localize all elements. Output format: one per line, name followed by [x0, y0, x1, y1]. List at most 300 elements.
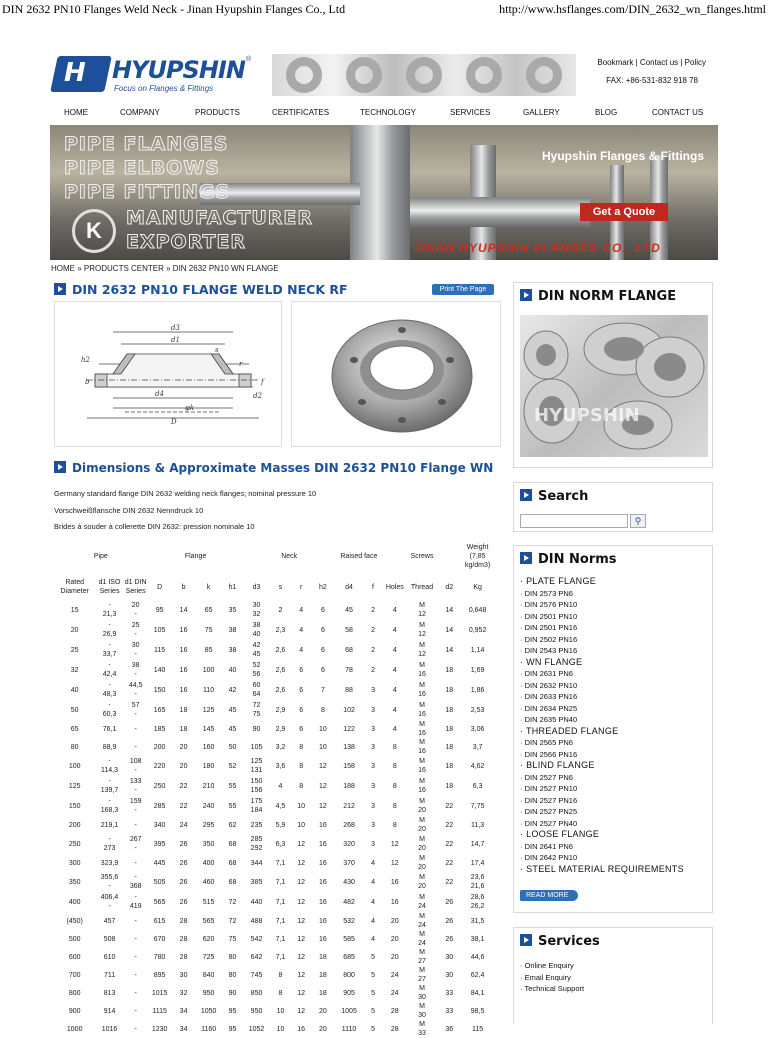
- norm-label: DIN 2565 PN6: [524, 738, 573, 747]
- table-row: [54, 620, 494, 640]
- search-panel: [513, 482, 713, 532]
- table-cell: 950: [250, 1007, 263, 1015]
- table-cell: - 48,3: [102, 682, 117, 698]
- norm-category[interactable]: [520, 864, 684, 876]
- table-sub-header: Kg: [473, 583, 482, 591]
- norm-link[interactable]: [520, 818, 684, 830]
- table-cell: 180: [202, 762, 215, 770]
- table-cell: 219,1: [100, 821, 119, 829]
- table-row: [54, 872, 494, 892]
- table-cell: 685: [343, 953, 355, 961]
- norm-link[interactable]: [520, 703, 684, 715]
- table-cell: 18: [445, 743, 454, 751]
- table-cell: 355,6 -: [100, 874, 119, 890]
- norm-link[interactable]: [520, 841, 684, 853]
- norm-link[interactable]: [520, 611, 684, 623]
- table-cell: 44,5 -: [128, 682, 143, 698]
- table-cell: 18: [319, 971, 327, 979]
- service-bullet: ·: [520, 984, 525, 993]
- table-cell: 2,53: [470, 706, 485, 714]
- table-cell: 28: [179, 953, 188, 961]
- service-link[interactable]: [520, 960, 584, 972]
- description-german: Vorschweißflansche DIN 2632 Nenndruck 10: [54, 506, 204, 515]
- table-cell: 72: [228, 917, 237, 925]
- norm-link[interactable]: [520, 622, 684, 634]
- norm-link[interactable]: [520, 634, 684, 646]
- nav-certificates[interactable]: CERTIFICATES: [272, 108, 330, 117]
- flange-technical-drawing: [54, 301, 282, 447]
- arrow-square-icon: [520, 552, 532, 564]
- table-cell: 8: [278, 971, 283, 979]
- norm-category[interactable]: [520, 576, 684, 588]
- breadcrumb[interactable]: HOME » PRODUCTS CENTER » DIN 2632 PN10 WN FLANGE: [51, 264, 279, 273]
- norm-link[interactable]: [520, 806, 684, 818]
- table-cell: 1115: [152, 1007, 167, 1015]
- table-cell: 22: [445, 859, 454, 867]
- table-cell: 125 131: [250, 758, 263, 774]
- table-cell: 4: [371, 859, 375, 867]
- norm-label: DIN 2502 PN16: [524, 634, 578, 644]
- table-cell: 24: [390, 971, 399, 979]
- table-cell: 62,4: [470, 971, 485, 979]
- nav-gallery[interactable]: GALLERY: [523, 108, 560, 117]
- table-cell: 145: [202, 725, 215, 733]
- table-row: [54, 796, 494, 816]
- table-cell: 3: [371, 840, 375, 848]
- table-cell: 12: [297, 917, 306, 925]
- table-cell: 25 -: [131, 622, 140, 638]
- table-cell: 800: [68, 989, 81, 997]
- table-cell: -: [134, 917, 137, 925]
- table-cell: 20: [319, 1025, 327, 1033]
- table-cell: 33: [445, 989, 454, 997]
- norm-bullet: ·: [520, 829, 527, 839]
- table-cell: -: [134, 743, 137, 751]
- table-cell: 7,1: [275, 953, 286, 961]
- table-cell: 90: [228, 989, 237, 997]
- norm-link[interactable]: [520, 599, 684, 611]
- table-cell: M 16: [418, 721, 426, 737]
- table-cell: 515: [202, 898, 215, 906]
- drawing-label: f: [261, 378, 264, 386]
- norm-bullet: ·: [520, 760, 527, 770]
- table-cell: 7,1: [275, 935, 286, 943]
- table-cell: 320: [343, 840, 355, 848]
- table-cell: 6: [320, 666, 325, 674]
- arrow-square-icon: [520, 289, 532, 301]
- table-cell: 600: [68, 953, 81, 961]
- table-cell: 88: [345, 686, 353, 694]
- table-cell: 22: [445, 802, 454, 810]
- norm-label: BLIND FLANGE: [526, 760, 595, 770]
- din-norms-list: [520, 576, 684, 875]
- table-cell: 34: [179, 1025, 188, 1033]
- banner-line: PIPE ELBOWS: [64, 157, 220, 179]
- norm-bullet: ·: [520, 784, 525, 793]
- table-cell: M 24: [418, 913, 426, 929]
- norm-category[interactable]: [520, 726, 684, 738]
- table-cell: 350: [202, 840, 215, 848]
- table-cell: 50: [228, 743, 237, 751]
- table-cell: 8: [320, 706, 325, 714]
- table-cell: 88,9: [102, 743, 117, 751]
- table-cell: 26: [445, 917, 454, 925]
- table-cell: 16: [319, 935, 327, 943]
- table-sub-header: s: [278, 583, 283, 591]
- table-row: [54, 892, 494, 912]
- norm-bullet: ·: [520, 669, 525, 678]
- table-cell: 28: [390, 1025, 399, 1033]
- table-cell: 20: [179, 762, 188, 770]
- table-cell: 210: [202, 782, 215, 790]
- table-cell: 2: [278, 606, 283, 614]
- table-cell: 24: [390, 989, 399, 997]
- nav-contact-us[interactable]: CONTACT US: [652, 108, 704, 117]
- main-nav: [50, 106, 718, 122]
- norm-link[interactable]: [520, 714, 684, 726]
- nav-company[interactable]: COMPANY: [120, 108, 160, 117]
- table-cell: 20: [179, 743, 188, 751]
- nav-blog[interactable]: BLOG: [595, 108, 618, 117]
- norm-category[interactable]: [520, 657, 684, 669]
- table-cell: 11,3: [471, 821, 485, 829]
- norm-bullet: ·: [520, 841, 525, 851]
- table-cell: 1005: [341, 1007, 357, 1015]
- table-cell: 5,9: [275, 821, 286, 829]
- table-cell: 40: [228, 666, 237, 674]
- table-cell: M 30: [418, 1003, 426, 1019]
- table-cell: 800: [343, 971, 355, 979]
- table-cell: 6: [299, 725, 304, 733]
- norm-bullet: ·: [520, 600, 525, 609]
- table-sub-header-row: [54, 574, 494, 600]
- table-cell: 18: [445, 725, 454, 733]
- table-cell: 4: [371, 935, 375, 943]
- table-cell: 240: [202, 802, 215, 810]
- table-cell: - 114,3: [101, 758, 119, 774]
- table-cell: M 27: [418, 967, 426, 983]
- table-cell: 133 -: [129, 778, 142, 794]
- table-cell: 5: [371, 953, 375, 961]
- table-cell: 20 -: [131, 602, 140, 618]
- table-cell: 7,1: [275, 917, 286, 925]
- nav-home[interactable]: HOME: [64, 108, 88, 117]
- norm-label: DIN 2527 PN6: [524, 772, 573, 782]
- table-cell: 35: [228, 606, 237, 614]
- service-link[interactable]: [520, 983, 584, 995]
- table-cell: M 20: [418, 836, 426, 852]
- norm-link[interactable]: [520, 749, 684, 761]
- table-cell: 80: [70, 743, 79, 751]
- print-page-title: DIN 2632 PN10 Flanges Weld Neck - Jinan Hyupshin Flanges Co., Ltd: [2, 2, 346, 16]
- norm-label: DIN 2501 PN16: [524, 623, 578, 632]
- table-cell: 488: [250, 917, 263, 925]
- table-cell: 20: [70, 626, 79, 634]
- norm-label: WN FLANGE: [526, 656, 583, 667]
- din-norm-flange-panel: [513, 282, 713, 468]
- flange-product-photo: [291, 301, 501, 447]
- nav-services[interactable]: SERVICES: [450, 108, 491, 117]
- table-cell: 31,5: [470, 917, 485, 925]
- table-cell: -: [134, 971, 137, 979]
- table-cell: 212: [343, 802, 355, 810]
- table-cell: 344: [250, 859, 263, 867]
- table-cell: 2,6: [275, 686, 286, 694]
- table-cell: -: [134, 859, 137, 867]
- table-cell: 670: [153, 935, 166, 943]
- table-cell: 62: [228, 821, 237, 829]
- nav-technology[interactable]: TECHNOLOGY: [360, 108, 417, 117]
- banner-line: MANUFACTURER: [126, 207, 314, 229]
- table-cell: 76,1: [102, 725, 117, 733]
- table-cell: 2: [371, 626, 375, 634]
- norm-bullet: ·: [520, 634, 525, 644]
- search-icon: ⚲: [634, 516, 642, 526]
- table-cell: 711: [103, 971, 116, 979]
- norm-link[interactable]: [520, 852, 684, 864]
- table-cell: 34: [179, 1007, 188, 1015]
- get-a-quote-button[interactable]: Get a Quote: [580, 203, 668, 221]
- table-sub-header: Rated Diameter: [60, 579, 89, 595]
- table-cell: 3,06: [470, 725, 485, 733]
- table-cell: 8: [392, 743, 397, 751]
- table-cell: 508: [103, 935, 116, 943]
- table-cell: 20: [390, 917, 399, 925]
- table-cell: 6,3: [472, 782, 483, 790]
- norm-link[interactable]: [520, 645, 684, 657]
- service-link[interactable]: [520, 972, 584, 984]
- banner-company-name: JINAN HYUPSHIN FLANGES CO., LTD: [414, 241, 661, 255]
- table-cell: 745: [250, 971, 263, 979]
- table-cell: 460: [202, 878, 215, 886]
- table-cell: 3,2: [275, 743, 286, 751]
- norm-link[interactable]: [520, 668, 684, 680]
- table-cell: 4: [371, 917, 375, 925]
- norm-bullet: ·: [520, 692, 525, 701]
- norm-category[interactable]: [520, 760, 684, 772]
- norm-link[interactable]: [520, 737, 684, 749]
- table-cell: 10: [297, 821, 306, 829]
- table-cell: - 139,7: [100, 778, 119, 794]
- table-cell: -: [134, 1025, 137, 1033]
- table-cell: 16: [319, 917, 327, 925]
- norm-category[interactable]: [520, 829, 684, 841]
- table-cell: 4,62: [470, 762, 485, 770]
- table-cell: 895: [153, 971, 166, 979]
- table-row: [54, 816, 494, 834]
- nav-products[interactable]: PRODUCTS: [195, 108, 240, 117]
- norm-label: DIN 2632 PN10: [524, 680, 578, 690]
- table-group-header: Pipe: [93, 552, 108, 560]
- page-title: [54, 282, 348, 297]
- table-sub-header: d3: [252, 583, 261, 591]
- table-cell: 80: [228, 971, 237, 979]
- table-group-header: Flange: [184, 552, 207, 560]
- top-links[interactable]: Bookmark | Contact us | Policy: [597, 58, 706, 67]
- print-header: [0, 0, 768, 18]
- table-cell: 2,6: [275, 666, 286, 674]
- table-cell: 6: [299, 706, 304, 714]
- table-cell: 12: [297, 989, 306, 997]
- table-cell: M 12: [418, 602, 426, 618]
- table-cell: 26: [445, 935, 454, 943]
- table-cell: 700: [68, 971, 81, 979]
- table-cell: 10: [276, 1007, 285, 1015]
- table-cell: 2,9: [275, 706, 286, 714]
- table-cell: - 42,4: [102, 662, 117, 678]
- table-cell: 68: [228, 878, 237, 886]
- table-cell: 95: [155, 606, 164, 614]
- table-cell: 7,1: [275, 859, 286, 867]
- table-cell: 16: [179, 666, 188, 674]
- norm-bullet: ·: [520, 576, 527, 586]
- table-cell: 7: [320, 686, 325, 694]
- table-sub-header: d2: [445, 583, 454, 591]
- table-group-header-row: [54, 538, 494, 574]
- table-cell: 1050: [200, 1007, 217, 1015]
- print-page-url: http://www.hsflanges.com/DIN_2632_wn_flanges.html: [499, 2, 766, 16]
- norm-bullet: ·: [520, 863, 527, 874]
- table-cell: 585: [343, 935, 355, 943]
- table-cell: 14: [179, 606, 188, 614]
- table-cell: 7,1: [275, 878, 286, 886]
- table-sub-header: D: [157, 583, 163, 591]
- table-cell: 12: [319, 802, 327, 810]
- norm-label: DIN 2543 PN16: [524, 646, 578, 655]
- table-cell: 780: [153, 953, 166, 961]
- table-cell: 4: [371, 898, 375, 906]
- table-cell: 125: [202, 706, 215, 714]
- table-cell: M 33: [418, 1021, 426, 1037]
- table-cell: M 16: [418, 662, 426, 678]
- table-cell: 4: [299, 626, 304, 634]
- table-row: [54, 984, 494, 1002]
- table-cell: 18: [179, 706, 188, 714]
- table-cell: 850: [250, 989, 263, 997]
- table-cell: 100: [68, 762, 81, 770]
- table-cell: 30 32: [252, 602, 261, 618]
- norm-link[interactable]: [520, 588, 684, 600]
- norm-label: DIN 2634 PN25: [524, 703, 578, 713]
- company-logo[interactable]: [54, 54, 254, 96]
- table-cell: M 20: [418, 874, 426, 890]
- table-cell: 55: [228, 802, 237, 810]
- table-row: [54, 700, 494, 720]
- table-sub-header: d4: [345, 583, 353, 591]
- table-cell: 188: [343, 782, 355, 790]
- table-cell: 125: [68, 782, 81, 790]
- table-row: [54, 738, 494, 756]
- service-bullet: ·: [520, 972, 525, 982]
- table-cell: M 12: [418, 622, 426, 638]
- table-row: [54, 1020, 494, 1038]
- table-cell: 28: [390, 1007, 399, 1015]
- table-cell: 350: [68, 878, 81, 886]
- table-cell: 4: [392, 686, 397, 694]
- table-cell: 615: [153, 917, 166, 925]
- table-cell: -: [134, 725, 137, 733]
- norm-link[interactable]: [520, 795, 684, 807]
- table-cell: 22: [179, 802, 188, 810]
- table-cell: 110: [203, 686, 215, 694]
- table-cell: 3: [371, 725, 375, 733]
- table-cell: 813: [103, 989, 116, 997]
- din-norms-panel: [513, 545, 713, 913]
- table-cell: 26: [179, 859, 188, 867]
- norm-label: THREADED FLANGE: [525, 725, 619, 736]
- fax-number: FAX: +86-531-832 918 78: [606, 76, 698, 85]
- table-cell: 3: [371, 762, 375, 770]
- table-cell: 52 56: [252, 662, 261, 678]
- table-cell: 20: [390, 935, 399, 943]
- norm-link[interactable]: [520, 772, 684, 784]
- table-cell: 18: [445, 686, 454, 694]
- table-cell: 295: [202, 821, 215, 829]
- table-cell: 65: [70, 725, 79, 733]
- table-cell: 160: [202, 743, 215, 751]
- table-cell: 15: [70, 606, 79, 614]
- table-cell: 42: [228, 686, 237, 694]
- din-norm-flange-image[interactable]: [520, 315, 708, 457]
- norm-link[interactable]: [520, 680, 684, 692]
- table-cell: 6: [320, 606, 325, 614]
- table-cell: 16: [297, 1025, 306, 1033]
- table-cell: 30: [179, 971, 188, 979]
- search-button[interactable]: [630, 514, 646, 528]
- table-row: [54, 930, 494, 948]
- table-cell: 8: [299, 782, 304, 790]
- table-cell: 8: [299, 743, 304, 751]
- table-cell: 23,6 21,6: [470, 874, 485, 890]
- norm-label: LOOSE FLANGE: [526, 829, 600, 839]
- table-cell: 115: [154, 646, 166, 654]
- table-cell: 1052: [248, 1025, 265, 1033]
- search-input[interactable]: [520, 514, 628, 528]
- print-page-button[interactable]: Print The Page: [432, 284, 494, 295]
- table-cell: - 26,9: [102, 622, 117, 638]
- table-cell: 45: [228, 725, 237, 733]
- table-cell: M 16: [418, 739, 426, 755]
- table-cell: 50: [70, 706, 79, 714]
- norm-bullet: ·: [520, 749, 525, 759]
- norm-link[interactable]: [520, 783, 684, 795]
- norm-label: DIN 2641 PN6: [524, 841, 573, 851]
- table-cell: 26: [179, 840, 188, 848]
- table-cell: 16: [319, 859, 327, 867]
- table-cell: 14: [445, 646, 454, 654]
- norm-label: DIN 2527 PN10: [524, 784, 578, 793]
- table-cell: -: [134, 989, 137, 997]
- norm-label: DIN 2527 PN40: [524, 818, 578, 828]
- table-cell: 57 -: [131, 702, 140, 718]
- table-cell: 68: [228, 859, 237, 867]
- read-more-button[interactable]: READ MORE: [520, 890, 578, 901]
- table-cell: 8: [299, 762, 304, 770]
- table-cell: 3: [371, 782, 375, 790]
- description-french: Brides à souder à collerette DIN 2632: pression nominale 10: [54, 522, 255, 531]
- norm-link[interactable]: [520, 691, 684, 703]
- table-cell: 5: [371, 1007, 375, 1015]
- table-cell: 16: [390, 898, 399, 906]
- table-cell: 12: [297, 840, 306, 848]
- table-cell: 90: [252, 725, 261, 733]
- table-cell: M 20: [418, 855, 426, 871]
- banner-line: PIPE FITTINGS: [64, 181, 231, 203]
- table-cell: 4: [299, 646, 304, 654]
- table-cell: 7,1: [275, 898, 286, 906]
- table-cell: 85: [204, 646, 213, 654]
- table-cell: 18: [445, 706, 454, 714]
